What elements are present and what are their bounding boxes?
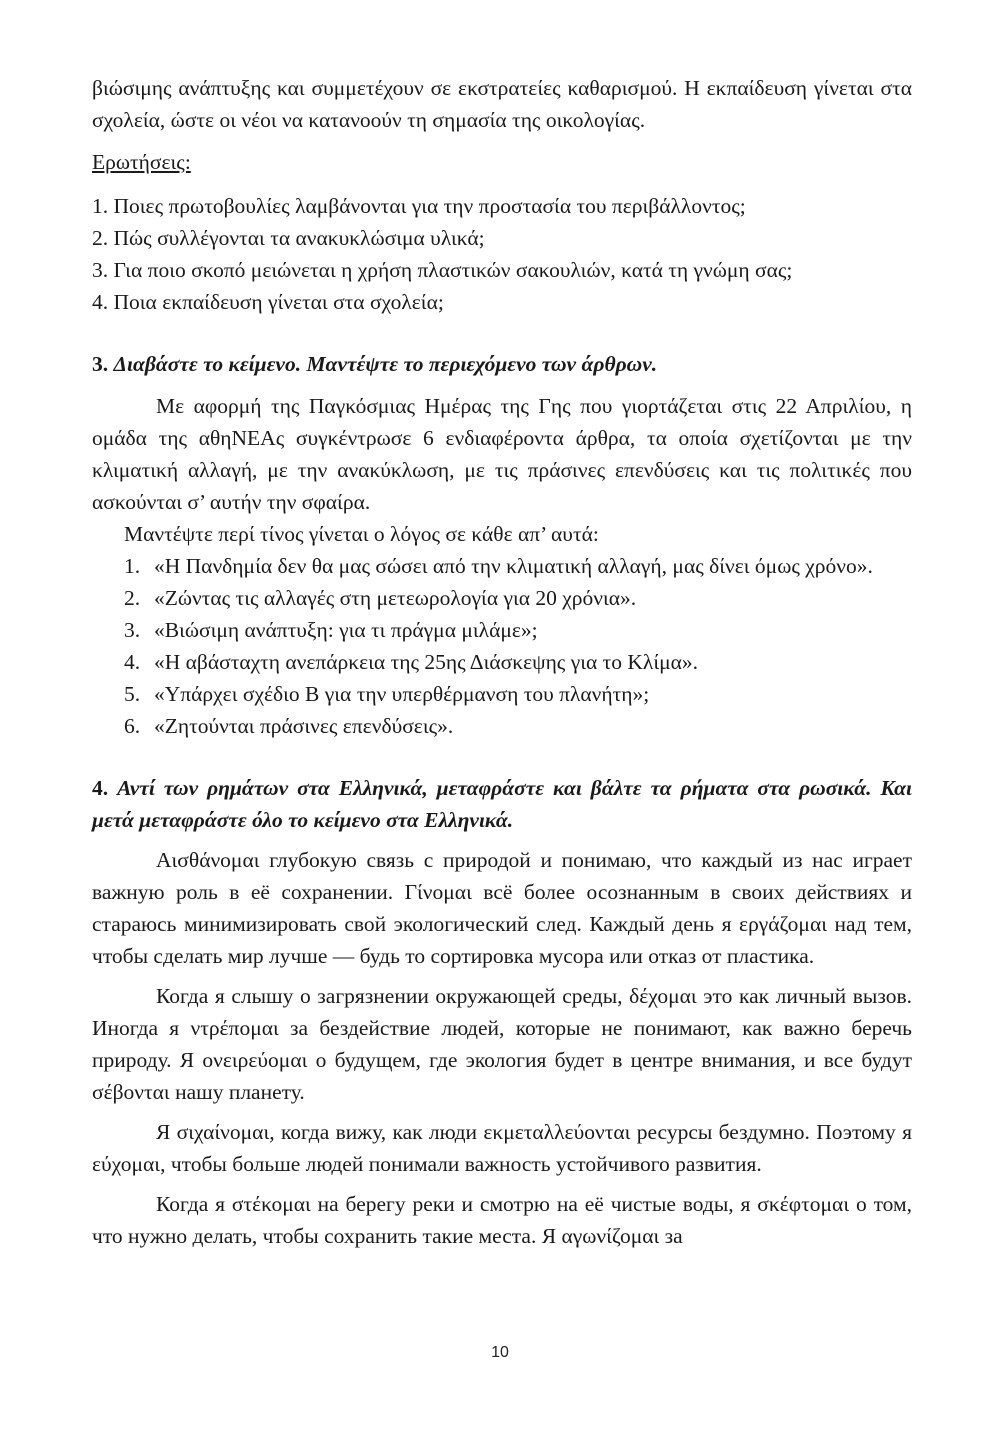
task3-paragraph: Με αφορμή της Παγκόσμιας Ημέρας της Γης που γιορτάζεται στις 22 Απριλίου, η ομάδα της αθηNEAς συγκέντρωσε 6 ενδιαφέροντα άρθρα, τα οποία σχετίζονται με την κλιματική αλλαγή, με την ανακύκλωση, με τις πράσινες επενδύσεις και τις πολιτικές που ασκούνται σ’ αυτήν την σφαίρα.: [92, 394, 912, 514]
task4-paragraph: Я σιχαίνομαι, когда вижу, как люди εκμεταλλεύονται ресурсы бездумно. Поэтому я εύχομαι, чтобы больше людей понимали важность устойчивого развития.: [92, 1120, 912, 1176]
page-number: 10: [491, 1344, 509, 1361]
task4-heading-text: Αντί των ρημάτων στα Ελληνικά, μεταφράστε και βάλτε τα ρήματα στα ρωσικά. Και μετά μεταφράστε όλο το κείμενο στα Ελληνικά.: [92, 776, 913, 832]
article-titles-list: [124, 550, 912, 742]
question-item: 2. Πώς συλλέγονται τα ανακυκλώσιμα υλικά;: [92, 226, 485, 250]
task4-number: 4.: [92, 776, 109, 800]
questions-list: [92, 190, 912, 318]
article-title-text: «Η Πανδημία δεν θα μας σώσει από την κλιματική αλλαγή, μας δίνει όμως χρόνο».: [154, 554, 873, 578]
article-title-number: 5.: [124, 682, 141, 706]
document-page: [92, 72, 912, 1252]
article-title-text: «Η αβάσταχτη ανεπάρκεια της 25ης Διάσκεψης για το Κλίμα».: [154, 650, 699, 674]
task3-prompt: Μαντέψτε περί τίνος γίνεται ο λόγος σε κάθε απ’ αυτά:: [124, 522, 599, 546]
article-title-text: «Ζώντας τις αλλαγές στη μετεωρολογία για 20 χρόνια».: [154, 586, 637, 610]
questions-heading: Ερωτήσεις:: [92, 150, 191, 174]
task4-paragraph: Когда я στέκομαι на берегу реки и смотрю на её чистые воды, я σκέφτομαι о том, что нужно делать, чтобы сохранить такие места. Я αγωνίζομαι за: [92, 1192, 912, 1248]
article-title-item: [124, 678, 912, 710]
article-title-item: [124, 614, 912, 646]
article-title-item: [124, 582, 912, 614]
question-item: 4. Ποια εκπαίδευση γίνεται στα σχολεία;: [92, 290, 444, 314]
article-title-number: 6.: [124, 714, 141, 738]
article-title-number: 1.: [124, 554, 141, 578]
article-title-text: «Ζητούνται πράσινες επενδύσεις».: [154, 714, 454, 738]
article-title-item: [124, 710, 912, 742]
task3-heading: [92, 348, 912, 380]
task3-heading-text: Διαβάστε το κείμενο. Μαντέψτε το περιεχόμενο των άρθρων.: [113, 352, 658, 376]
article-title-item: [124, 646, 912, 678]
question-item: 3. Για ποιο σκοπό μειώνεται η χρήση πλαστικών σακουλιών, κατά τη γνώμη σας;: [92, 258, 793, 282]
article-title-number: 4.: [124, 650, 141, 674]
task4-paragraph: Αισθάνομαι глубокую связь с природой и понимаю, что каждый из нас играет важную роль в её сохранении. Γίνομαι всё более осознанным в своих действиях и стараюсь минимизировать свой экологический след. Каждый день я εργάζομαι над тем, чтобы сделать мир лучше — будь то сортировка мусора или отказ от пластика.: [92, 848, 912, 968]
task4-heading: [92, 772, 912, 836]
question-item: 1. Ποιες πρωτοβουλίες λαμβάνονται για την προστασία του περιβάλλοντος;: [92, 194, 746, 218]
article-title-text: «Υπάρχει σχέδιο Β για την υπερθέρμανση του πλανήτη»;: [154, 682, 650, 706]
article-title-number: 3.: [124, 618, 141, 642]
intro-paragraph: βιώσιμης ανάπτυξης και συμμετέχουν σε εκστρατείες καθαρισμού. Η εκπαίδευση γίνεται στα σχολεία, ώστε οι νέοι να κατανοούν τη σημασία της οικολογίας.: [92, 76, 912, 132]
article-title-item: [124, 550, 912, 582]
task4-paragraph: Когда я слышу о загрязнении окружающей среды, δέχομαι это как личный вызов. Иногда я ντρέπομαι за бездействие людей, которые не понимают, как важно беречь природу. Я ονειρεύομαι о будущем, где экология будет в центре внимания, и все будут σέβονται нашу планету.: [92, 984, 912, 1104]
article-title-text: «Βιώσιμη ανάπτυξη: για τι πράγμα μιλάμε»;: [154, 618, 538, 642]
article-title-number: 2.: [124, 586, 141, 610]
task3-number: 3.: [92, 352, 109, 376]
